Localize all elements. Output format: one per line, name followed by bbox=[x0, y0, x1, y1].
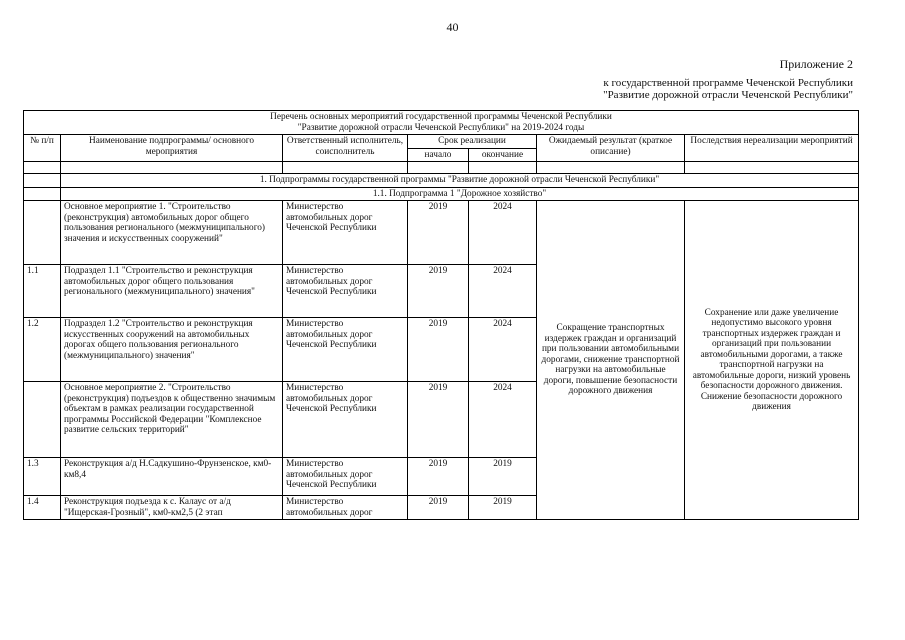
row-num bbox=[24, 201, 61, 265]
header-start: начало bbox=[408, 148, 469, 162]
row-executor: Министерство автомобильных дорог Чеченской Республики bbox=[283, 201, 408, 265]
row-end: 2024 bbox=[469, 318, 537, 382]
row-executor: Министерство автомобильных дорог bbox=[283, 496, 408, 520]
row-end: 2024 bbox=[469, 265, 537, 318]
row-start: 2019 bbox=[408, 318, 469, 382]
empty-row bbox=[24, 162, 859, 174]
appendix-title: Приложение 2 bbox=[779, 57, 853, 71]
row-name: Реконструкция подъезда к с. Калаус от а/д "Ищерская-Грозный", км0-км2,5 (2 этап bbox=[61, 496, 283, 520]
row-name: Подраздел 1.2 "Строительство и реконструкция искусственных сооружений на автомобильных дорогах общего пользования регионального (межмуниципального) значения" bbox=[61, 318, 283, 382]
page-number: 40 bbox=[446, 20, 459, 34]
appendix-header bbox=[603, 58, 853, 102]
row-end: 2024 bbox=[469, 201, 537, 265]
row-executor: Министерство автомобильных дорог Чеченской Республики bbox=[283, 318, 408, 382]
section-title: 1. Подпрограммы государственной программы "Развитие дорожной отрасли Чеченской Республики" bbox=[61, 174, 859, 188]
row-start: 2019 bbox=[408, 201, 469, 265]
row-num: 1.1 bbox=[24, 265, 61, 318]
table-caption bbox=[24, 111, 859, 135]
header-name: Наименование подпрограммы/ основного мероприятия bbox=[61, 135, 283, 162]
consequences: Сохранение или даже увеличение недопустимо высокого уровня транспортных издержек граждан и организаций при пользовании автомобильными дорогами, а также транспортной нагрузки на автомобильные дороги, низкий уровень безопасности дорожного движения. Снижение безопасности дорожного движения bbox=[685, 201, 859, 520]
row-executor: Министерство автомобильных дорог Чеченской Республики bbox=[283, 265, 408, 318]
header-consequences: Последствия нереализации мероприятий bbox=[685, 135, 859, 162]
row-start: 2019 bbox=[408, 496, 469, 520]
subsection-title: 1.1. Подпрограмма 1 "Дорожное хозяйство" bbox=[61, 187, 859, 201]
row-start: 2019 bbox=[408, 458, 469, 496]
row-num: 1.4 bbox=[24, 496, 61, 520]
table-caption-line-1: Перечень основных мероприятий государственной программы Чеченской Республики bbox=[270, 112, 612, 122]
row-executor: Министерство автомобильных дорог Чеченской Республики bbox=[283, 382, 408, 458]
table-caption-line-2: "Развитие дорожной отрасли Чеченской Республики" на 2019-2024 годы bbox=[297, 122, 585, 133]
row-num: 1.2 bbox=[24, 318, 61, 382]
row-name: Подраздел 1.1 "Строительство и реконструкция автомобильных дорог общего пользования регионального (межмуниципального) значения" bbox=[61, 265, 283, 318]
row-start: 2019 bbox=[408, 382, 469, 458]
row-executor: Министерство автомобильных дорог Чеченской Республики bbox=[283, 458, 408, 496]
row-num: 1.3 bbox=[24, 458, 61, 496]
row-end: 2024 bbox=[469, 382, 537, 458]
header-executor: Ответственный исполнитель, соисполнитель bbox=[283, 135, 408, 162]
header-num: № п/п bbox=[24, 135, 61, 162]
header-result: Ожидаемый результат (краткое описание) bbox=[537, 135, 685, 162]
row-name: Реконструкция а/д Н.Садкушино-Фрунзенское, км0-км8,4 bbox=[61, 458, 283, 496]
row-name: Основное мероприятие 2. "Строительство (реконструкция) подъездов к общественно значимым объектам в рамках реализации государственной программы Российской Федерации "Комплексное развитие сельских территорий" bbox=[61, 382, 283, 458]
header-period: Срок реализации bbox=[408, 135, 537, 149]
expected-result: Сокращение транспортных издержек граждан и организаций при пользовании автомобильными дорогами, снижение транспортной нагрузки на автомобильные дороги, повышение безопасности дорожного движения bbox=[537, 201, 685, 520]
row-end: 2019 bbox=[469, 458, 537, 496]
row-num bbox=[24, 382, 61, 458]
appendix-line-2: "Развитие дорожной отрасли Чеченской Республики" bbox=[603, 89, 853, 101]
row-start: 2019 bbox=[408, 265, 469, 318]
appendix-line-1: к государственной программе Чеченской Республики bbox=[603, 76, 853, 89]
table-row bbox=[24, 201, 859, 265]
header-end: окончание bbox=[469, 148, 537, 162]
measures-table bbox=[23, 110, 859, 520]
row-name: Основное мероприятие 1. "Строительство (реконструкция) автомобильных дорог общего пользования регионального (межмуниципального) значения и искусственных сооружений" bbox=[61, 201, 283, 265]
row-end: 2019 bbox=[469, 496, 537, 520]
